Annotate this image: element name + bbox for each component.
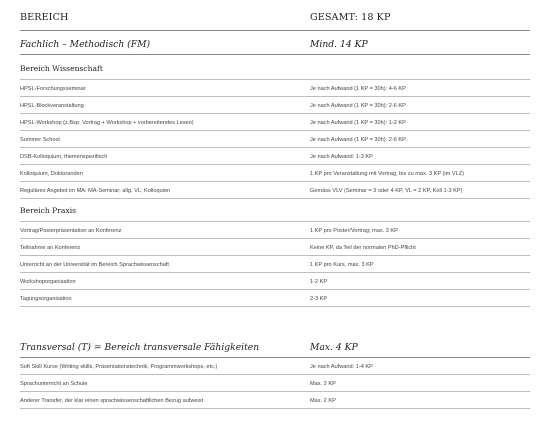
table-row bbox=[20, 131, 530, 148]
table-header bbox=[20, 6, 530, 31]
row-item: Anderer Transfer, der klar einen sprachwissenschaftlichen Bezug aufweist bbox=[20, 398, 204, 404]
row-kp: Je nach Aufwand (1 KP = 30h): 4-6 KP bbox=[310, 86, 406, 92]
row-item: Soft Skill Kurse (Writing skills, Präsentationstechnik, Programmworkshops, etc.) bbox=[20, 364, 218, 370]
row-kp: Max. 2 KP bbox=[310, 398, 336, 404]
section-fm-header bbox=[20, 31, 530, 55]
row-kp: 2-3 KP bbox=[310, 296, 328, 302]
section-fm-title: Fachlich – Methodisch (FM) bbox=[20, 39, 151, 50]
credit-table bbox=[20, 6, 530, 409]
table-row bbox=[20, 80, 530, 97]
row-kp: Je nach Aufwand: 1-3 KP bbox=[310, 154, 373, 160]
section-transversal-title: Transversal (T) = Bereich transversale Fähigkeiten bbox=[20, 342, 260, 353]
row-kp: 1-2 KP bbox=[310, 279, 328, 285]
row-item: HPSL-Forschungsseminar bbox=[20, 86, 86, 92]
section-fm-total: Mind. 14 KP bbox=[310, 39, 368, 50]
header-bereich: BEREICH bbox=[20, 12, 69, 23]
row-item: Workshoporganisation bbox=[20, 279, 76, 285]
header-gesamt: GESAMT: 18 KP bbox=[310, 12, 391, 23]
table-row bbox=[20, 148, 530, 165]
table-row bbox=[20, 358, 530, 375]
table-row bbox=[20, 290, 530, 307]
subsection-praxis bbox=[20, 199, 530, 222]
table-row bbox=[20, 375, 530, 392]
row-item: Teilnahme an Konferenz bbox=[20, 245, 81, 251]
row-item: Summer School bbox=[20, 137, 60, 143]
row-kp: Je nach Aufwand (1 KP = 30h): 2-6 KP bbox=[310, 137, 406, 143]
row-item: Sprachunterricht an Schule bbox=[20, 381, 88, 387]
table-row bbox=[20, 392, 530, 409]
table-row bbox=[20, 182, 530, 199]
row-item: Unterricht an der Universität im Bereich Sprachwissenschaft bbox=[20, 262, 169, 268]
section-transversal-header bbox=[20, 333, 530, 358]
subsection-wissenschaft-title: Bereich Wissenschaft bbox=[20, 64, 103, 73]
row-item: Tagungsorganisation bbox=[20, 296, 72, 302]
table-row bbox=[20, 165, 530, 182]
table-row bbox=[20, 273, 530, 290]
row-kp: Je nach Aufwand (1 KP = 30h): 1-2 KP bbox=[310, 120, 406, 126]
table-row bbox=[20, 97, 530, 114]
row-kp: 1 KP pro Veranstaltung mit Vortrag, bis zu max. 3 KP (im VLZ) bbox=[310, 171, 464, 177]
table-row bbox=[20, 222, 530, 239]
subsection-praxis-title: Bereich Praxis bbox=[20, 206, 77, 215]
table-row bbox=[20, 114, 530, 131]
table-row bbox=[20, 239, 530, 256]
subsection-wissenschaft bbox=[20, 55, 530, 80]
row-item: DSB-Kolloquium, themenspezifisch bbox=[20, 154, 108, 160]
row-item: HPSL-Workshop (z.Bsp: Vortrag + Workshop + vorbereitendes Lesen) bbox=[20, 120, 194, 126]
row-kp: Max. 2 KP bbox=[310, 381, 336, 387]
row-item: Vortrag/Posterpräsentation an Konferenz bbox=[20, 228, 122, 234]
table-row bbox=[20, 256, 530, 273]
section-spacer bbox=[20, 307, 530, 333]
row-kp: Je nach Aufwand: 1-4 KP bbox=[310, 364, 373, 370]
row-item: Kolloquium, Doktoranden bbox=[20, 171, 83, 177]
row-kp: Keine KP, da Teil der normalen PhD-Pflicht bbox=[310, 245, 416, 251]
section-transversal-total: Max. 4 KP bbox=[310, 342, 358, 353]
row-kp: Gemäss VLV (Seminar = 3 oder 4 KP, VL = 2 KP, Koll 1-3 KP) bbox=[310, 188, 463, 194]
row-item: HPSL-Blockveranstaltung bbox=[20, 103, 84, 109]
row-kp: 1 KP pro Poster/Vortrag; max. 3 KP bbox=[310, 228, 398, 234]
row-kp: 1 KP pro Kurs, max. 3 KP bbox=[310, 262, 374, 268]
row-kp: Je nach Aufwand (1 KP = 30h): 2-6 KP bbox=[310, 103, 406, 109]
row-item: Reguläres Angebot im MA: MA-Seminar; allg. VL; Kolloquien bbox=[20, 188, 171, 194]
